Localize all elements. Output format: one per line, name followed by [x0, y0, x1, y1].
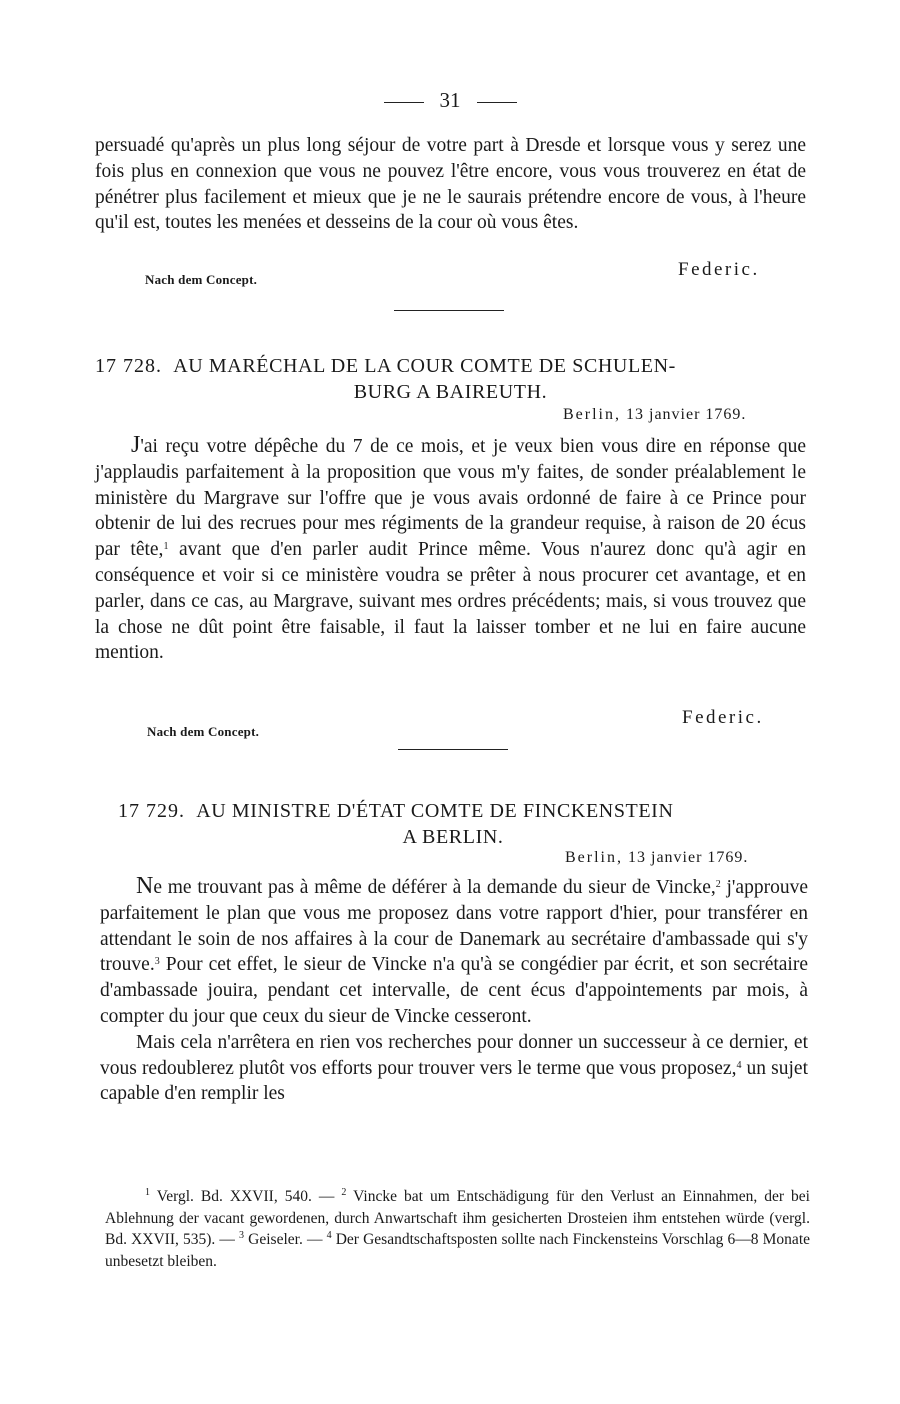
letter-17728-initial: J [131, 432, 141, 458]
continuation-source: Nach dem Concept. [145, 272, 258, 287]
footnote-ref-1: 1 [163, 541, 169, 553]
letter-17729-p1-text-b: j'approuve parfaitement le plan que vous me proposez dans votre rapport d'hier, pour transférer en attendant le soin de nos affaires à la cour de Danemark au secrétaire d'ambassade qui s'y trouve. [100, 877, 808, 976]
footnote-text-3: Geiseler. — [244, 1231, 327, 1248]
footnote-mark-2: 2 [341, 1187, 347, 1198]
footnote-mark-4: 4 [326, 1230, 332, 1241]
footnote-text-2: Vincke bat um Entschädigung für den Verlust an Einnahmen, der bei Ablehnung der vacant gewordenen, durch Anwartschaft ihm gesicherten Drosteien ihm entstehen würde (vergl. Bd. XXVII, 535). — [105, 1188, 810, 1248]
page-number-line [0, 88, 900, 113]
letter-17728-heading [95, 353, 806, 405]
footnote-mark-1: 1 [145, 1187, 150, 1198]
footnotes [105, 1186, 810, 1272]
letter-17728-dateline [563, 406, 746, 424]
letter-17729-paragraph-1 [100, 874, 808, 1030]
letter-17729-addressee-line2: A BERLIN. [402, 826, 504, 848]
letter-17729-heading [118, 798, 788, 850]
page-number-dash-left [384, 102, 424, 103]
letter-17729-place: Berlin, [565, 849, 623, 866]
letter-17729-p2-text-a: Mais cela n'arrêtera en rien vos recherches pour donner un successeur à ce dernier, et vous redoublerez plutôt vos efforts pour trouver vers le terme que vous proposez, [100, 1031, 808, 1079]
footnote-mark-3: 3 [239, 1230, 245, 1241]
letter-17729-dateline [565, 849, 748, 867]
footnotes-paragraph [105, 1186, 810, 1272]
letter-17729-number: 17 729. [118, 800, 185, 822]
letter-17728-text-b: avant que d'en parler audit Prince même. Vous n'aurez donc qu'à agir en conséquence et voir si ce ministère voudra se prêter à nous procurer cet avantage, et en parler, dans ce cas, au Margrave, suivant mes ordres précédents; mais, si vous trouvez que la chose ne dût point être faisable, il faut la laisser tomber et ne lui en faire aucune mention. [95, 539, 806, 664]
footnote-ref-3: 3 [154, 956, 160, 968]
letter-17728-body [95, 433, 806, 666]
letter-17729-initial: N [136, 873, 154, 899]
letter-17728-text-a: 'ai reçu votre dépêche du 7 de ce mois, et je veux bien vous dire en réponse que j'applaudis parfaitement à la proposition que vous m'y faites, de sonder préalablement le ministère du Margrave sur l'offre que je vous avais ordonné de faire à ce Prince pour obtenir de lui des recrues pour mes régiments de la grandeur requise, à raison de 20 écus par tête, [95, 436, 806, 561]
letter-17729-paragraph-2 [100, 1030, 808, 1107]
letter-17728-date: 13 janvier 1769. [626, 406, 747, 423]
letter-17729-p2-text-b: un sujet capable d'en remplir les [100, 1057, 808, 1105]
continuation-block [95, 133, 806, 236]
continuation-signature: Federic. [678, 259, 760, 280]
letter-17729-addressee-line1: AU MINISTRE D'ÉTAT COMTE DE FINCKENSTEIN [196, 800, 674, 822]
page-number: 31 [439, 88, 461, 112]
footnote-ref-4: 4 [736, 1059, 742, 1071]
letter-17728-addressee-line2: BURG A BAIREUTH. [353, 381, 548, 403]
page-number-dash-right [477, 102, 517, 103]
footnote-text-4: Der Gesandtschaftsposten sollte nach Finckensteins Vorschlag 6—8 Monate unbesetzt bleiben. [105, 1231, 811, 1270]
section-divider-2 [398, 749, 508, 750]
letter-17729-p1-text-c: Pour cet effet, le sieur de Vincke n'a qu'à se congédier par écrit, et son secrétaire d'ambassade jouira, pendant cet intervalle, de cent écus d'appointements par mois, à compter du jour que ceux du sieur de Vincke cesseront. [100, 954, 808, 1027]
letter-17728-source: Nach dem Concept. [147, 724, 260, 739]
letter-17728-place: Berlin, [563, 406, 621, 423]
letter-17729-p1-text-a: e me trouvant pas à même de déférer à la demande du sieur de Vincke, [153, 877, 716, 898]
section-divider-1 [394, 310, 504, 311]
footnote-ref-2: 2 [715, 879, 721, 890]
letter-17728-number: 17 728. [95, 355, 162, 377]
continuation-paragraph: persuadé qu'après un plus long séjour de votre part à Dresde et lorsque vous y serez une fois plus en connexion que vous ne pouvez l'être encore, vous vous trouverez en état de pénétrer plus facilement et mieux que je ne le saurais prétendre encore de vous, à l'heure qu'il est, toutes les menées et desseins de la cour où vous êtes. [95, 135, 806, 234]
letter-17728-signature: Federic. [682, 707, 764, 728]
footnote-text-1: Vergl. Bd. XXVII, 540. — [150, 1188, 342, 1205]
letter-17729-body [100, 874, 808, 1107]
letter-17728-addressee-line1: AU MARÉCHAL DE LA COUR COMTE DE SCHULEN- [173, 355, 676, 377]
letter-17728-paragraph [95, 433, 806, 666]
letter-17729-date: 13 janvier 1769. [628, 849, 749, 866]
